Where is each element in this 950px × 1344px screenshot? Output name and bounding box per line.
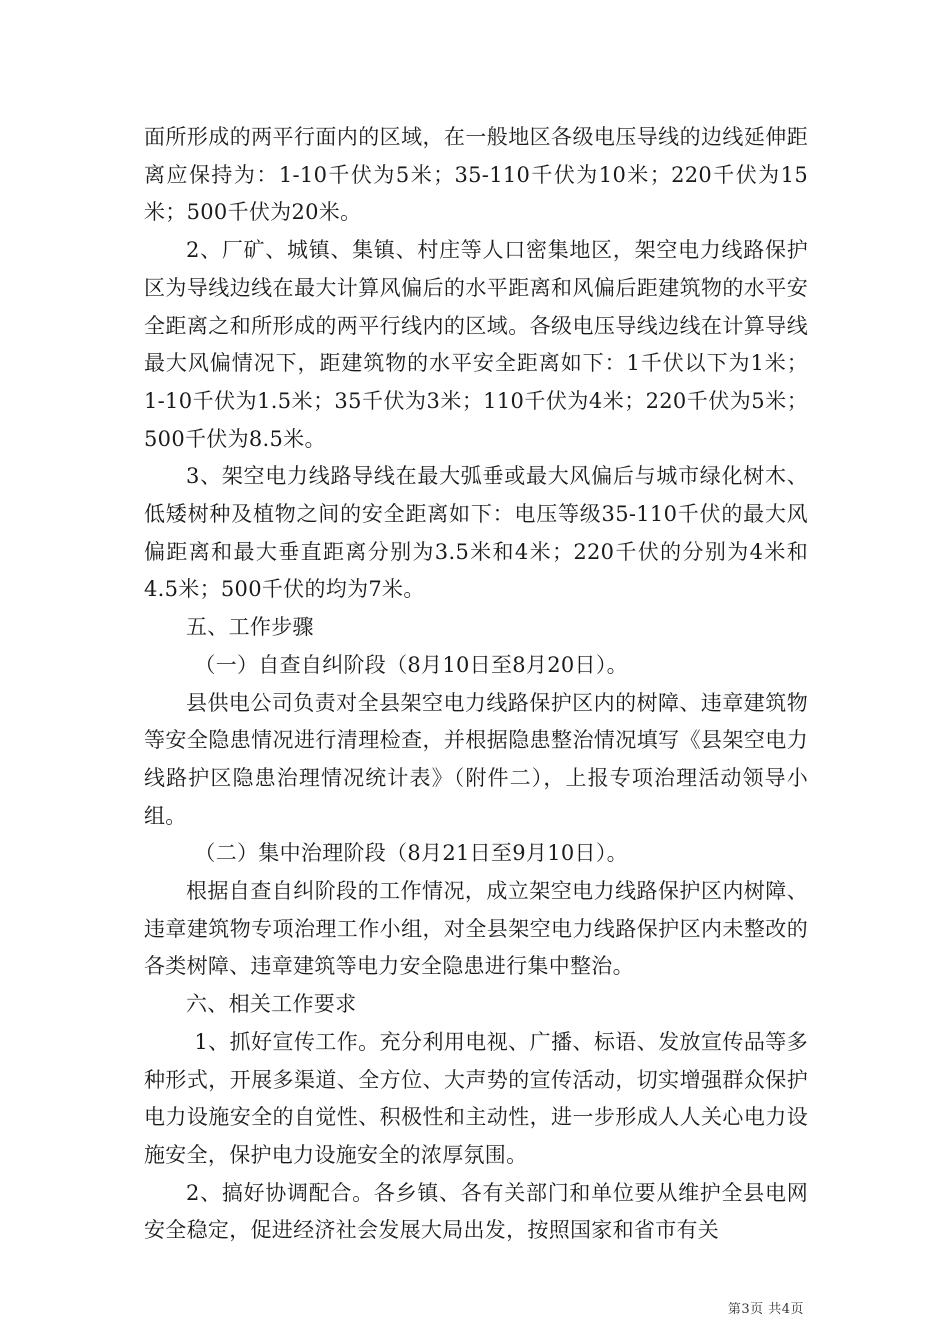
subheading-self-check-phase: （一）自查自纠阶段（8月10日至8月20日）。 bbox=[194, 652, 628, 677]
section-heading-work-steps: 五、工作步骤 bbox=[186, 615, 314, 640]
section-heading-requirements: 六、相关工作要求 bbox=[186, 992, 357, 1017]
paragraph-self-check-body: 县供电公司负责对全县架空电力线路保护区内的树障、违章建筑物等安全隐患情况进行清理检查，并根据隐患整治情况填写《县架空电力线路护区隐患治理情况统计表》（附件二），上报专项治理活动领导小组。 bbox=[144, 690, 808, 828]
paragraph-continuation: 面所形成的两平行面内的区域，在一般地区各级电压导线的边线延伸距离应保持为：1-10千伏为5米；35-110千伏为10米；220千伏为15米；500千伏为20米。 bbox=[144, 125, 808, 225]
paragraph-centralized-body: 根据自查自纠阶段的工作情况，成立架空电力线路保护区内树障、违章建筑物专项治理工作小组，对全县架空电力线路保护区内未整改的各类树障、违章建筑等电力安全隐患进行集中整治。 bbox=[144, 879, 808, 979]
paragraph-requirement-2: 2、搞好协调配合。各乡镇、各有关部门和单位要从维护全县电网安全稳定，促进经济社会发展大局出发，按照国家和省市有关 bbox=[144, 1180, 808, 1243]
page-number: 第3页 共4页 bbox=[727, 1302, 804, 1317]
paragraph-item-3: 3、架空电力线路导线在最大弧垂或最大风偏后与城市绿化树木、低矮树种及植物之间的安全距离如下：电压等级35-110千伏的最大风偏距离和最大垂直距离分别为3.5米和4米；220千伏的分别为4米和4.5米；500千伏的均为7米。 bbox=[144, 464, 808, 602]
document-body bbox=[144, 119, 808, 1250]
paragraph-requirement-1: 1、抓好宣传工作。充分利用电视、广播、标语、发放宣传品等多种形式，开展多渠道、全方位、大声势的宣传活动，切实增强群众保护电力设施安全的自觉性、积极性和主动性，进一步形成人人关心电力设施安全，保护电力设施安全的浓厚氛围。 bbox=[144, 1029, 808, 1167]
paragraph-item-2: 2、厂矿、城镇、集镇、村庄等人口密集地区，架空电力线路保护区为导线边线在最大计算风偏后的水平距离和风偏后距建筑物的水平安全距离之和所形成的两平行线内的区域。各级电压导线边线在计算导线最大风偏情况下，距建筑物的水平安全距离如下：1千伏以下为1米；1-10千伏为1.5米；35千伏为3米；110千伏为4米；220千伏为5米；500千伏为8.5米。 bbox=[144, 238, 808, 451]
subheading-centralized-phase: （二）集中治理阶段（8月21日至9月10日）。 bbox=[194, 841, 628, 866]
